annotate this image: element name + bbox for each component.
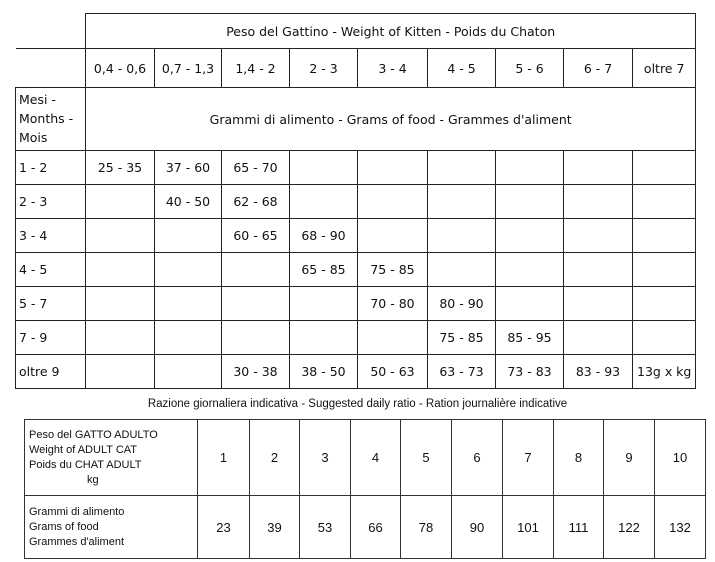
weight-header: 6 - 7 xyxy=(564,49,633,88)
grams-cell xyxy=(564,321,633,355)
adult-weight-cell: 5 xyxy=(401,420,452,496)
grams-cell: 83 - 93 xyxy=(564,355,633,389)
grams-cell xyxy=(290,321,358,355)
grams-cell xyxy=(564,151,633,185)
grams-cell: 65 - 85 xyxy=(290,253,358,287)
grams-cell: 38 - 50 xyxy=(290,355,358,389)
grams-cell xyxy=(496,151,564,185)
adult-weight-cell: 7 xyxy=(503,420,554,496)
grams-cell xyxy=(633,185,696,219)
grams-cell xyxy=(358,151,428,185)
grams-cell: 60 - 65 xyxy=(222,219,290,253)
blank-header-cell xyxy=(16,49,86,88)
grams-cell xyxy=(564,253,633,287)
blank-corner-cell xyxy=(16,14,86,49)
adult-grams-cell: 111 xyxy=(554,496,604,559)
grams-cell xyxy=(86,253,155,287)
kitten-table-row xyxy=(16,219,696,253)
weight-header: 4 - 5 xyxy=(428,49,496,88)
kitten-table-row xyxy=(16,321,696,355)
months-cell: 1 - 2 xyxy=(16,151,86,185)
grams-cell xyxy=(86,355,155,389)
grams-cell xyxy=(633,219,696,253)
kitten-table-row xyxy=(16,151,696,185)
grams-cell xyxy=(496,219,564,253)
adult-grams-cell: 78 xyxy=(401,496,452,559)
grams-cell xyxy=(290,287,358,321)
grams-cell xyxy=(428,185,496,219)
grams-cell xyxy=(564,185,633,219)
weight-header: 2 - 3 xyxy=(290,49,358,88)
months-cell: 2 - 3 xyxy=(16,185,86,219)
adult-weight-label: Peso del GATTO ADULTO Weight of ADULT CAT Poids du CHAT ADULT kg xyxy=(25,420,198,496)
grams-cell: 62 - 68 xyxy=(222,185,290,219)
grams-cell: 75 - 85 xyxy=(358,253,428,287)
months-cell: 3 - 4 xyxy=(16,219,86,253)
kitten-table-row xyxy=(16,185,696,219)
grams-cell xyxy=(496,287,564,321)
adult-weight-cell: 10 xyxy=(655,420,706,496)
adult-feeding-table xyxy=(24,419,706,559)
adult-grams-cell: 90 xyxy=(452,496,503,559)
adult-weight-cell: 4 xyxy=(351,420,401,496)
grams-cell xyxy=(155,253,222,287)
grams-cell xyxy=(633,287,696,321)
adult-grams-cell: 39 xyxy=(250,496,300,559)
grams-cell xyxy=(496,253,564,287)
grams-cell xyxy=(633,321,696,355)
food-grams-label: Grammi di alimento - Grams of food - Grammes d'aliment xyxy=(86,88,696,151)
grams-cell: 13g x kg xyxy=(633,355,696,389)
kitten-table-row xyxy=(16,253,696,287)
grams-cell xyxy=(496,185,564,219)
months-cell: 4 - 5 xyxy=(16,253,86,287)
weight-header: 0,7 - 1,3 xyxy=(155,49,222,88)
adult-food-label: Grammi di alimento Grams of food Grammes d'aliment xyxy=(25,496,198,559)
grams-cell: 50 - 63 xyxy=(358,355,428,389)
grams-cell: 68 - 90 xyxy=(290,219,358,253)
adult-weight-cell: 8 xyxy=(554,420,604,496)
grams-cell xyxy=(358,321,428,355)
adult-grams-row xyxy=(25,496,706,559)
grams-cell xyxy=(633,151,696,185)
adult-weight-cell: 6 xyxy=(452,420,503,496)
adult-grams-cell: 66 xyxy=(351,496,401,559)
adult-weight-row xyxy=(25,420,706,496)
grams-cell: 25 - 35 xyxy=(86,151,155,185)
grams-cell xyxy=(428,219,496,253)
months-cell: oltre 9 xyxy=(16,355,86,389)
adult-table-title: Razione giornaliera indicativa - Suggested daily ratio - Ration journalière indicative xyxy=(147,398,568,410)
weight-header: 1,4 - 2 xyxy=(222,49,290,88)
weight-header: oltre 7 xyxy=(633,49,696,88)
grams-cell: 70 - 80 xyxy=(358,287,428,321)
adult-weight-cell: 2 xyxy=(250,420,300,496)
weight-header: 5 - 6 xyxy=(496,49,564,88)
grams-cell xyxy=(564,287,633,321)
kitten-weight-header-row xyxy=(16,49,696,88)
months-cell: 7 - 9 xyxy=(16,321,86,355)
grams-cell: 30 - 38 xyxy=(222,355,290,389)
adult-grams-cell: 23 xyxy=(198,496,250,559)
grams-cell xyxy=(290,151,358,185)
months-label-row xyxy=(16,88,696,151)
grams-cell xyxy=(222,287,290,321)
weight-header: 3 - 4 xyxy=(358,49,428,88)
adult-grams-cell: 101 xyxy=(503,496,554,559)
kitten-table-row xyxy=(16,287,696,321)
kitten-table-row xyxy=(16,355,696,389)
adult-weight-cell: 3 xyxy=(300,420,351,496)
grams-cell: 85 - 95 xyxy=(496,321,564,355)
grams-cell: 40 - 50 xyxy=(155,185,222,219)
grams-cell xyxy=(564,219,633,253)
weight-header: 0,4 - 0,6 xyxy=(86,49,155,88)
adult-grams-cell: 132 xyxy=(655,496,706,559)
grams-cell xyxy=(155,355,222,389)
grams-cell xyxy=(633,253,696,287)
grams-cell: 37 - 60 xyxy=(155,151,222,185)
grams-cell xyxy=(222,253,290,287)
kitten-weight-title: Peso del Gattino - Weight of Kitten - Poids du Chaton xyxy=(86,14,696,49)
adult-weight-cell: 1 xyxy=(198,420,250,496)
grams-cell xyxy=(86,185,155,219)
grams-cell xyxy=(155,219,222,253)
grams-cell xyxy=(358,185,428,219)
grams-cell xyxy=(155,287,222,321)
grams-cell xyxy=(358,219,428,253)
adult-grams-cell: 53 xyxy=(300,496,351,559)
kitten-feeding-table xyxy=(15,13,696,389)
months-cell: 5 - 7 xyxy=(16,287,86,321)
grams-cell xyxy=(86,219,155,253)
grams-cell: 73 - 83 xyxy=(496,355,564,389)
grams-cell xyxy=(222,321,290,355)
grams-cell xyxy=(86,287,155,321)
grams-cell xyxy=(155,321,222,355)
grams-cell: 75 - 85 xyxy=(428,321,496,355)
grams-cell xyxy=(428,253,496,287)
adult-weight-cell: 9 xyxy=(604,420,655,496)
adult-grams-cell: 122 xyxy=(604,496,655,559)
grams-cell: 80 - 90 xyxy=(428,287,496,321)
grams-cell xyxy=(290,185,358,219)
grams-cell xyxy=(86,321,155,355)
grams-cell: 65 - 70 xyxy=(222,151,290,185)
months-label: Mesi - Months - Mois xyxy=(16,88,86,151)
grams-cell xyxy=(428,151,496,185)
grams-cell: 63 - 73 xyxy=(428,355,496,389)
